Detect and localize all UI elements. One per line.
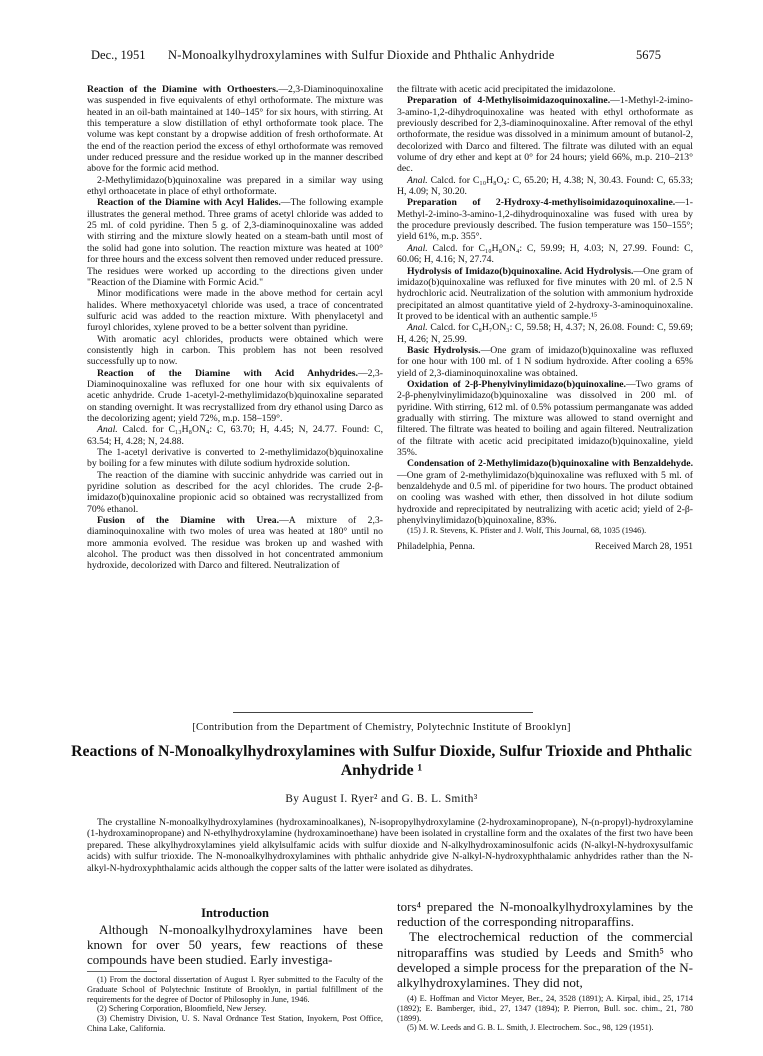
footnote: (1) From the doctoral dissertation of August I. Ryer submitted to the Faculty of the Graduate School of Polytechnic Institute of Brooklyn, in partial fulfillment of the requirements for the degree of Doctor of Philosophy in June, 1946. — [87, 975, 383, 1004]
paragraph: Preparation of 2-Hydroxy-4-methylisoimidazoquinoxaline.—1-Methyl-2-imino-3-amino-1,2-dihydroquinoxaline was fused with urea by the procedure previously described. The fusion temperature was 150–155°; yield 61%, m.p. 355°. — [397, 197, 693, 243]
introduction-left — [87, 922, 383, 968]
header-date: Dec., 1951 — [91, 48, 146, 62]
analysis-line: Anal. Calcd. for C₁₃H₈ON₄: C, 63.70; H, 4.45; N, 24.77. Found: C, 63.54; H, 4.28; N, 24.88. — [87, 424, 383, 447]
footnote-rule — [87, 971, 157, 972]
paragraph: Condensation of 2-Methylimidazo(b)quinoxaline with Benzaldehyde.—One gram of 2-methylimidazo(b)quinoxaline was refluxed with 5 ml. of benzaldehyde and 0.5 ml. of piperidine for two hours. The product obtained on cooling was washed with ether, then dissolved in hot dilute sodium hydroxide and reprecipitated by neutralizing with acetic acid; yield of 2-β-phenylvinylimidazo(b)quinoxaline, 83%. — [397, 458, 693, 527]
page-number: 5675 — [636, 48, 661, 62]
paragraph: Fusion of the Diamine with Urea.—A mixture of 2,3-diaminoquinoxaline with two moles of urea was heated at 180° until no more ammonia evolved. The residue was broken up and washed with alcohol. The product was then dissolved in hot concentrated ammonium hydroxide, decolorized with Darco and filtered. Neutralization of — [87, 515, 384, 572]
signoff-place: Philadelphia, Penna. — [397, 542, 475, 552]
analysis-line: Anal. Calcd. for C₁₀H₈ON₄: C, 59.99; H, 4.03; N, 27.99. Found: C, 60.06; H, 4.16; N, 27.74. — [397, 242, 693, 266]
section-divider — [233, 712, 533, 713]
paragraph: Minor modifications were made in the above method for certain acyl halides. Where methoxyacetyl chloride was used, a trace of concentrated sulfuric acid was added to the reaction mixture. With phenylacetyl and furoyl chlorides, xylene proved to be a better solvent than pyridine. — [87, 288, 383, 334]
paragraph: Reaction of the Diamine with Acyl Halides.—The following example illustrates the general method. Three grams of acetyl chloride was added to 25 ml. of cold pyridine. Then 5 g. of 2,3-diaminoquinoxaline was added with stirring and the mixture slowly heated on a steam-bath until most of the solid had gone into solution. The reaction mixture was heated at 100° for three hours and the excess solvent then removed under reduced pressure. The residues were worked up according to the directions given under "Reaction of the Diamine with Formic Acid." — [87, 197, 384, 288]
introduction-heading: Introduction — [201, 906, 269, 920]
paragraph: Preparation of 4-Methylisoimidazoquinoxaline.—1-Methyl-2-imino-3-amino-1,2-dihydroquinoxaline was heated with ethyl orthoformate as previously described for 2,3-diaminoquinoxaline. After removal of the ethyl orthoformate, the residue was dissolved in a minimum amount of butanol-2, decolorized with Darco and filtered. The filtrate was diluted with an equal volume of dry ether and kept at 0° for 24 hours; yield 66%, m.p. 210–213° dec. — [397, 95, 693, 175]
running-header — [0, 48, 763, 68]
author-line: By August I. Ryer² and G. B. L. Smith³ — [285, 793, 478, 805]
footnotes-right — [397, 994, 693, 1033]
paragraph: tors⁴ prepared the N-monoalkylhydroxylamines by the reduction of the corresponding nitroparaffins. — [397, 899, 693, 930]
footnote: (4) E. Hoffman and Victor Meyer, Ber., 24, 3528 (1891); A. Kirpal, ibid., 25, 1714 (1892); E. Bamberger, ibid., 27, 1347 (1894); P. Pierron, Bull. soc. chim., 21, 780 (1899). — [397, 994, 693, 1023]
introduction-right — [397, 899, 693, 990]
analysis-line: Anal. Calcd. for C₈H₇ON₃: C, 59.58; H, 4.37; N, 26.08. Found: C, 59.69; H, 4.26; N, 25.99. — [397, 322, 693, 345]
analysis-line: Anal. Calcd. for C₁₀H₈O₄: C, 65.20; H, 4.38; N, 30.43. Found: C, 65.33; H, 4.09; N, 30.20. — [397, 174, 693, 198]
paragraph: Basic Hydrolysis.—One gram of imidazo(b)quinoxaline was refluxed for one hour with 100 ml. of 1 N sodium hydroxide. After cooling a 65% yield of 2,3-diaminoquinoxaline was obtained. — [397, 344, 693, 379]
paragraph: 2-Methylimidazo(b)quinoxaline was prepared in a similar way using ethyl orthoacetate in place of ethyl orthoformate. — [87, 174, 383, 198]
paragraph: Oxidation of 2-β-Phenylvinylimidazo(b)quinoxaline.—Two grams of 2-β-phenylvinylimidazo(b)quinoxaline was dissolved in 200 ml. of pyridine. With stirring, 612 ml. of 0.5% potassium permanganate was added gradually with stirring. The mixture was allowed to stand overnight and filtered. The filtrate was heated to boiling and again filtered. Neutralization of the filtrate with acetic acid precipitated imidazo(b)quinoxaline, yield 35%. — [397, 378, 693, 458]
right-column — [397, 84, 693, 553]
abstract: The crystalline N-monoalkylhydroxylamines (hydroxaminoalkanes), N-isopropylhydroxylamine (2-hydroxaminopropane), N-(n-propyl)-hydroxylamine (1-hydroxaminopropane) and N-ethylhydroxylamine (hydroxaminoethane) have been isolated in crystalline form and the oxalates of the first two have been prepared. These alkylhydroxylamines yield alkylsulfamic acids with sulfur dioxide and N-alkylhydroxaminosulfonic acids (N-alkyl-N-hydroxysulfamic acids) with sulfur trioxide. The N-monoalkylhydroxylamines with phthalic anhydride give N-alkyl-N-hydroxyphthalamic anhydrides rather than the N-alkyl-N-hydroxyphthalamic acids although the copper salts of the latter were isolated as dihydrates. — [87, 817, 693, 874]
left-column — [87, 84, 383, 572]
header-title: N-Monoalkylhydroxylamines with Sulfur Dioxide and Phthalic Anhydride — [168, 48, 555, 62]
paragraph: Reaction of the Diamine with Orthoesters.—2,3-Diaminoquinoxaline was suspended in five equivalents of ethyl orthoformate. The mixture was heated in an oil-bath maintained at 140–145° for six hours, with stirring. At this temperature a slow distillation of ethyl orthoformate took place. The volume was kept constant by a dropwise addition of fresh orthoformate. At the end of the reaction period the excess of ethyl orthoformate was removed under reduced pressure and the residue worked up in the manner described above for the formic acid method. — [87, 84, 383, 175]
signoff-received: Received March 28, 1951 — [594, 542, 693, 552]
paragraph: The 1-acetyl derivative is converted to 2-methylimidazo(b)quinoxaline by boiling for a few minutes with dilute sodium hydroxide solution. — [87, 447, 383, 470]
paragraph: the filtrate with acetic acid precipitated the imidazolone. — [397, 84, 616, 95]
paragraph: Hydrolysis of Imidazo(b)quinoxaline. Acid Hydrolysis.—One gram of imidazo(b)quinoxaline was refluxed for five minutes with 20 ml. of 2.5 N hydrochloric acid. Neutralization of the solution with ammonium hydroxide precipitated an almost quantitative yield of 2-hydroxy-3-aminoquinoxaline. It proved to be identical with an authentic sample.¹⁵ — [397, 265, 693, 322]
footnote: (3) Chemistry Division, U. S. Naval Ordnance Test Station, Inyokern, Post Office, China Lake, California. — [87, 1014, 383, 1033]
signoff — [397, 542, 693, 553]
contribution-line: [Contribution from the Department of Chemistry, Polytechnic Institute of Brooklyn] — [192, 722, 571, 733]
paragraph: The electrochemical reduction of the commercial nitroparaffins was studied by Leeds and Smith⁵ who developed a simple process for the preparation of the N-alkylhydroxylamines. They did not, — [397, 929, 693, 991]
article-title: Reactions of N-Monoalkylhydroxylamines with Sulfur Dioxide, Sulfur Trioxide and Phthalic Anhydride ¹ — [71, 743, 692, 779]
footnote-15: (15) J. R. Stevens, K. Pfister and J. Wolf, This Journal, 68, 1035 (1946). — [407, 526, 647, 536]
paragraph: Although N-monoalkylhydroxylamines have been known for over 50 years, few reactions of these compounds have been studied. Early investiga- — [87, 922, 383, 968]
footnote: (2) Schering Corporation, Bloomfield, New Jersey. — [97, 1004, 267, 1014]
paragraph: Reaction of the Diamine with Acid Anhydrides.—2,3-Diaminoquinoxaline was refluxed for one hour with six equivalents of acetic anhydride. Crude 1-acetyl-2-methylimidazo(b)quinoxaline separated on standing overnight. It was recrystallized from dry ethanol using Darco as the decolorizing agent; yield 72%, m.p. 158–159°. — [87, 367, 383, 424]
paragraph: With aromatic acyl chlorides, products were obtained which were consistently high in carbon. This problem has not been resolved successfully up to now. — [87, 333, 383, 368]
footnote: (5) M. W. Leeds and G. B. L. Smith, J. Electrochem. Soc., 98, 129 (1951). — [407, 1023, 654, 1033]
paragraph: The reaction of the diamine with succinic anhydride was carried out in pyridine solution as described for the acyl chlorides. The crude 2-β-imidazo(b)quinoxaline propionic acid so obtained was recrystallized from 70% ethanol. — [87, 469, 383, 515]
footnotes-left — [87, 968, 383, 1034]
